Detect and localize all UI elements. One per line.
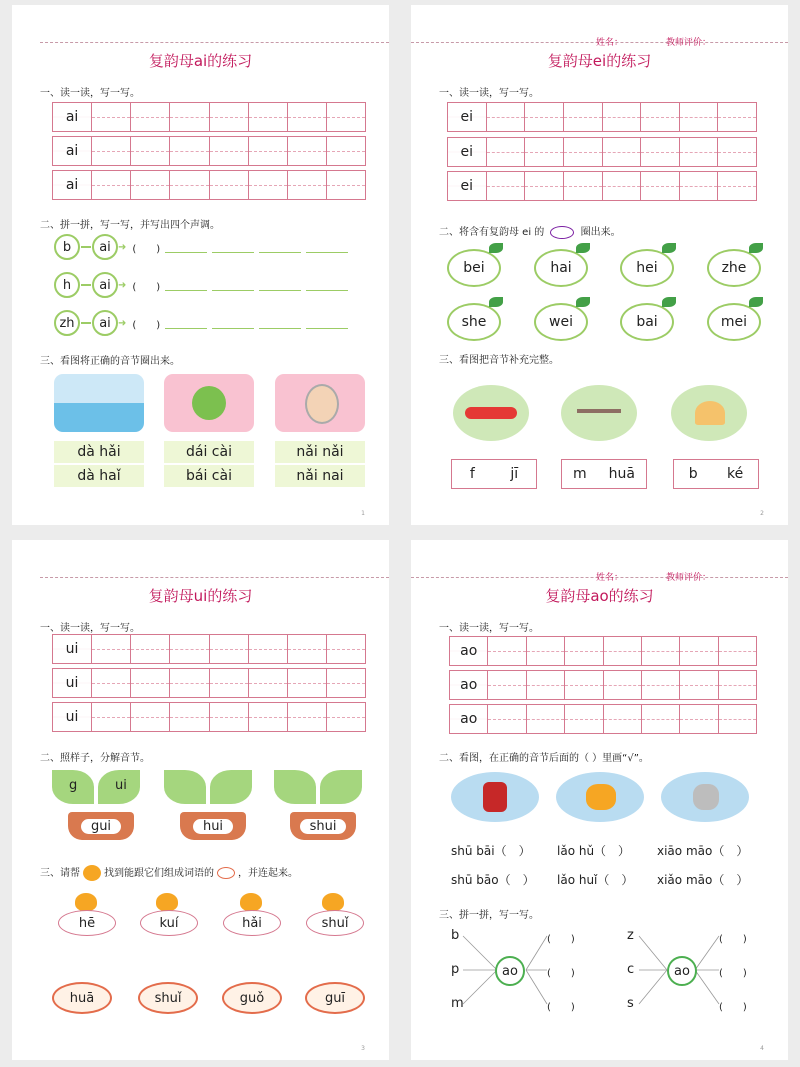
page-number: 4 (760, 1045, 764, 1052)
grid-example-text: ai (53, 137, 92, 165)
syllable-choice[interactable]: xiāo māo（ ） (657, 844, 749, 858)
worksheet-page-ei (411, 5, 788, 525)
pinyin-combine-row: b ai ➜ ( ) (54, 234, 348, 260)
initial-letter: p (451, 962, 460, 977)
eggplant-syllable[interactable]: bei (447, 249, 501, 287)
grid-example-text: ai (53, 171, 92, 199)
syllable-option[interactable]: dà haǐ (54, 465, 144, 487)
writing-grid-row[interactable] (447, 102, 757, 132)
answer-blank[interactable]: ( ) (719, 1002, 747, 1013)
tiger-picture (556, 772, 644, 822)
eggplant-syllable[interactable]: hei (620, 249, 674, 287)
syllable-option[interactable]: nǎi nǎi (275, 441, 365, 463)
grid-example-text: ui (53, 703, 92, 731)
tiger-icon (240, 893, 262, 911)
writing-grid-row[interactable] (52, 634, 366, 664)
section-1-heading: 一、读一读，写一写。 (439, 88, 539, 99)
fish-syllable[interactable]: guī (305, 982, 365, 1014)
fish-icon (217, 867, 235, 879)
writing-grid-row[interactable] (449, 636, 757, 666)
syllable-choice[interactable]: xiǎo māo（ ） (657, 873, 749, 887)
page-title: 复韵母ei的练习 (547, 52, 652, 70)
kitten-picture (661, 772, 749, 822)
eggplant-syllable[interactable]: zhe (707, 249, 761, 287)
tiger-icon (83, 865, 101, 881)
syllable-option[interactable]: dái cài (164, 441, 254, 463)
grid-example-text: ui (53, 635, 92, 663)
writing-grid-row[interactable] (449, 670, 757, 700)
right-leaf (210, 770, 252, 804)
writing-grid-row[interactable] (447, 171, 757, 201)
teacher-evaluation-label: 教师评价： (666, 573, 712, 583)
grid-example-text: ao (450, 637, 488, 665)
worksheet-page-ai (12, 5, 389, 525)
syllable-option[interactable]: dà hǎi (54, 441, 144, 463)
syllable-option[interactable]: nǎi nai (275, 465, 365, 487)
example-vowel: ui (115, 778, 127, 793)
seashell-picture (671, 385, 747, 441)
tiger-syllable[interactable]: shuǐ (306, 910, 364, 936)
consonant-circle: zh (54, 310, 80, 336)
pinyin-combine-row: zh ai ➜ ( ) (54, 310, 348, 336)
worksheet-page-ui (12, 540, 389, 1060)
page-number: 2 (760, 510, 764, 517)
section-2-heading: 二、看图，在正确的音节后面的（ ）里画“√”。 (439, 753, 649, 764)
syllable-choice[interactable]: shū bāo（ ） (451, 873, 535, 887)
name-label: 姓名： (596, 573, 624, 583)
fish-syllable[interactable]: huā (52, 982, 112, 1014)
syllable-choice[interactable]: lǎo hǔ（ ） (557, 844, 631, 858)
grid-example-text: ai (53, 103, 92, 131)
syllable-fill-box[interactable]: b ké (673, 459, 759, 489)
tiger-icon (322, 893, 344, 911)
grid-example-text: ei (448, 103, 487, 131)
eggplant-icon (550, 226, 574, 239)
fish-syllable[interactable]: shuǐ (138, 982, 198, 1014)
tiger-syllable[interactable]: kuí (140, 910, 198, 936)
syllable-option[interactable]: bái cài (164, 465, 254, 487)
consonant-circle: b (54, 234, 80, 260)
answer-blank[interactable]: ( ) (132, 281, 161, 293)
flower-pot: shui (290, 812, 356, 840)
vowel-circle: ao (495, 956, 525, 986)
section-2-heading: 二、将含有复韵母 ei 的 圈出来。 (439, 227, 621, 238)
section-1-heading: 一、读一读，写一写。 (40, 88, 140, 99)
tiger-icon (75, 893, 97, 911)
section-1-heading: 一、读一读，写一写。 (439, 623, 539, 634)
left-leaf (164, 770, 206, 804)
syllable-fill-box[interactable]: m huā (561, 459, 647, 489)
plum-blossom-picture (561, 385, 637, 441)
page-number: 3 (361, 1045, 365, 1052)
tiger-syllable[interactable]: hē (58, 910, 116, 936)
initial-letter: m (451, 996, 464, 1011)
initial-letter: b (451, 928, 460, 943)
eggplant-syllable[interactable]: hai (534, 249, 588, 287)
worksheet-page-ao (411, 540, 788, 1060)
writing-grid-row[interactable] (447, 137, 757, 167)
answer-blank[interactable]: ( ) (547, 1002, 575, 1013)
initial-letter: s (627, 996, 634, 1011)
answer-blank[interactable]: ( ) (719, 968, 747, 979)
left-leaf (274, 770, 316, 804)
syllable-fill-box[interactable]: f jī (451, 459, 537, 489)
vowel-circle: ai (92, 234, 118, 260)
flower-pot: gui (68, 812, 134, 840)
writing-grid-row[interactable] (52, 702, 366, 732)
answer-blank[interactable]: ( ) (547, 934, 575, 945)
tiger-syllable[interactable]: hǎi (223, 910, 281, 936)
initial-letter: c (627, 962, 635, 977)
writing-grid-row[interactable] (52, 102, 366, 132)
schoolbag-picture (451, 772, 539, 822)
vowel-circle: ai (92, 272, 118, 298)
initial-letter: z (627, 928, 634, 943)
page-title: 复韵母ai的练习 (148, 52, 253, 70)
section-1-heading: 一、读一读，写一写。 (40, 623, 140, 634)
writing-grid-row[interactable] (52, 668, 366, 698)
flower-pot: hui (180, 812, 246, 840)
vowel-circle: ai (92, 310, 118, 336)
cabbage-picture (164, 374, 254, 432)
grid-example-text: ui (53, 669, 92, 697)
grid-example-text: ao (450, 705, 488, 733)
grid-example-text: ei (448, 138, 487, 166)
pinyin-combine-row: h ai ➜ ( ) (54, 272, 348, 298)
writing-grid-row[interactable] (52, 136, 366, 166)
sea-picture (54, 374, 144, 432)
section-2-heading: 二、拼一拼，写一写，并写出四个声调。 (40, 220, 220, 231)
teacher-evaluation-label: 教师评价： (666, 38, 712, 48)
example-consonant: g (69, 778, 78, 793)
writing-grid-row[interactable] (449, 704, 757, 734)
section-3-heading: 三、请帮 找到能跟它们组成词语的 ，并连起来。 (40, 864, 298, 881)
grid-example-text: ao (450, 671, 488, 699)
answer-blank[interactable]: ( ) (132, 243, 161, 255)
eggplant-syllable[interactable]: bai (620, 303, 674, 341)
right-leaf (320, 770, 362, 804)
answer-blank[interactable]: ( ) (719, 934, 747, 945)
name-label: 姓名： (596, 38, 624, 48)
answer-blank[interactable]: ( ) (132, 319, 161, 331)
page-number: 1 (361, 510, 365, 517)
grid-example-text: ei (448, 172, 487, 200)
consonant-circle: h (54, 272, 80, 298)
header-dashed-line (40, 42, 389, 43)
page-title: 复韵母ui的练习 (148, 587, 253, 605)
section-3-heading: 三、拼一拼，写一写。 (439, 910, 539, 921)
eggplant-syllable[interactable]: mei (707, 303, 761, 341)
eggplant-syllable[interactable]: wei (534, 303, 588, 341)
section-3-heading: 三、看图把音节补充完整。 (439, 355, 559, 366)
header-dashed-line (40, 577, 389, 578)
airplane-picture (453, 385, 529, 441)
section-2-heading: 二、照样子，分解音节。 (40, 753, 150, 764)
syllable-choice[interactable]: lǎo huǐ（ ） (557, 873, 634, 887)
syllable-choice[interactable]: shū bāi（ ） (451, 844, 531, 858)
fish-syllable[interactable]: guǒ (222, 982, 282, 1014)
grandma-picture (275, 374, 365, 432)
page-title: 复韵母ao的练习 (545, 587, 654, 605)
section-3-heading: 三、看图将正确的音节圈出来。 (40, 356, 180, 367)
answer-blank[interactable]: ( ) (547, 968, 575, 979)
writing-grid-row[interactable] (52, 170, 366, 200)
eggplant-syllable[interactable]: she (447, 303, 501, 341)
tiger-icon (156, 893, 178, 911)
vowel-circle: ao (667, 956, 697, 986)
